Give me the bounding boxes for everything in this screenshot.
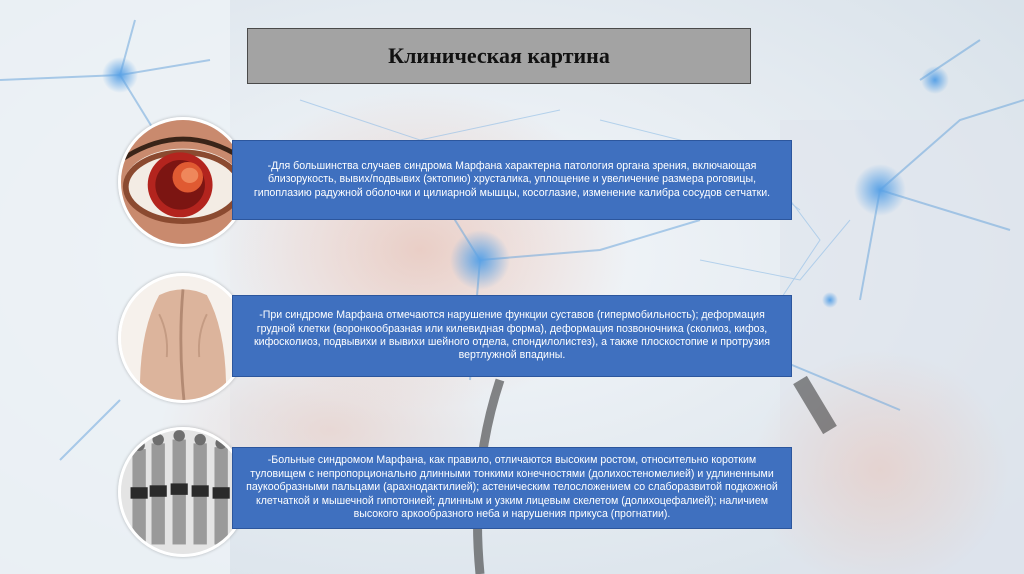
slide-title: Клиническая картина <box>388 43 610 68</box>
back-photo <box>118 273 248 403</box>
slide-title-box <box>247 28 751 84</box>
section-card-vision <box>232 140 792 220</box>
patients-photo <box>118 427 248 557</box>
section-text: -Больные синдромом Марфана, как правило, отличаются высоким ростом, относительно коротким туловищем с непропорционально длинными тонкими конечностями (долихостеномелией) и удлиненными паукообразными пальцами (арахнодактилией); астеническим телосложением со слаборазвитой подкожной клетчаткой и мышечной гипотонией; длинным и узким лицевым скелетом (долихоцефалией); наличием высокого аркообразного неба и нарушения прикуса (прогнатии). <box>246 454 778 521</box>
eye-photo <box>118 117 248 247</box>
section-text: -Для большинства случаев синдрома Марфана характерна патология органа зрения, включающая близорукость, вывих/подвывих (эктопию) хрусталика, уплощение и увеличение размера роговицы, гипоплазию радужной оболочки и цилиарной мышцы, косоглазие, изменение калибра сосудов сетчатки. <box>253 159 771 199</box>
section-text: -При синдроме Марфана отмечаются нарушение функции суставов (гипермобильность); деформация грудной клетки (воронкообразная или килевидная форма), деформация позвоночника (сколиоз, кифоз, кифосколиоз, подвывихи и вывихи шейного отдела, спондилолистез), а также плоскостопие и протрузия вертлужной впадины. <box>254 309 770 362</box>
section-card-body-habitus <box>232 447 792 529</box>
section-card-joints <box>232 295 792 377</box>
